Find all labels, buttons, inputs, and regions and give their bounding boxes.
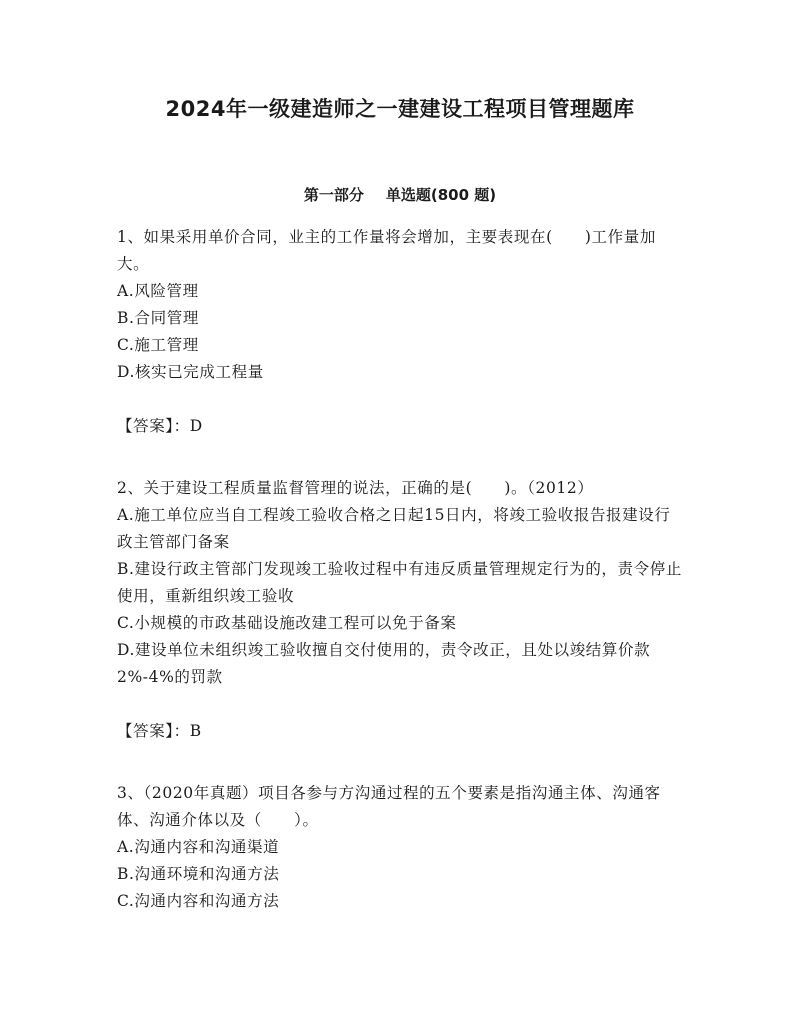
option-d: D.建设单位未组织竣工验收擅自交付使用的，责令改正，且处以竣结算价款 2%-4%的罚款 bbox=[117, 641, 651, 686]
question-stem: 1、如果采用单价合同，业主的工作量将会增加，主要表现在( )工作量加大。 bbox=[117, 228, 656, 273]
question-stem: 2、关于建设工程质量监督管理的说法，正确的是( )。（2012） bbox=[117, 479, 594, 497]
option-c: C.沟通内容和沟通方法 bbox=[117, 892, 280, 910]
answer-line bbox=[117, 718, 685, 745]
answer-value: ：B bbox=[173, 722, 202, 740]
option-a: A.施工单位应当自工程竣工验收合格之日起15日内，将竣工验收报告报建设行政主管部门备案 bbox=[117, 506, 671, 551]
option-b: B.建设行政主管部门发现竣工验收过程中有违反质量管理规定行为的，责令停止使用，重新组织竣工验收 bbox=[117, 560, 682, 605]
option-b: B.沟通环境和沟通方法 bbox=[117, 865, 280, 883]
question-1 bbox=[117, 224, 685, 440]
answer-value: ：D bbox=[173, 417, 203, 435]
section-name: 单选题(800 题) bbox=[385, 186, 497, 204]
question-list bbox=[117, 224, 685, 915]
spacer bbox=[117, 386, 685, 413]
option-a: A.风险管理 bbox=[117, 282, 199, 300]
document-title: 2024年一级建造师之一建建设工程项目管理题库 bbox=[165, 97, 635, 121]
option-c: C.小规模的市政基础设施改建工程可以免于备案 bbox=[117, 614, 457, 632]
question-3 bbox=[117, 780, 685, 915]
spacer bbox=[117, 745, 685, 780]
option-b: B.合同管理 bbox=[117, 309, 199, 327]
answer-line bbox=[117, 413, 685, 440]
section-heading bbox=[0, 183, 800, 207]
option-list bbox=[117, 278, 685, 386]
answer-label: 【答案】 bbox=[117, 722, 174, 740]
spacer bbox=[117, 691, 685, 718]
question-2 bbox=[117, 475, 685, 745]
spacer bbox=[117, 440, 685, 475]
question-stem: 3、（2020年真题）项目各参与方沟通过程的五个要素是指沟通主体、沟通客体、沟通介体以及（ ）。 bbox=[117, 784, 661, 829]
option-d: D.核实已完成工程量 bbox=[117, 363, 264, 381]
option-a: A.沟通内容和沟通渠道 bbox=[117, 838, 280, 856]
option-list bbox=[117, 834, 685, 915]
option-list bbox=[117, 502, 685, 691]
answer-label: 【答案】 bbox=[117, 417, 174, 435]
option-c: C.施工管理 bbox=[117, 336, 199, 354]
section-part: 第一部分 bbox=[303, 186, 364, 204]
